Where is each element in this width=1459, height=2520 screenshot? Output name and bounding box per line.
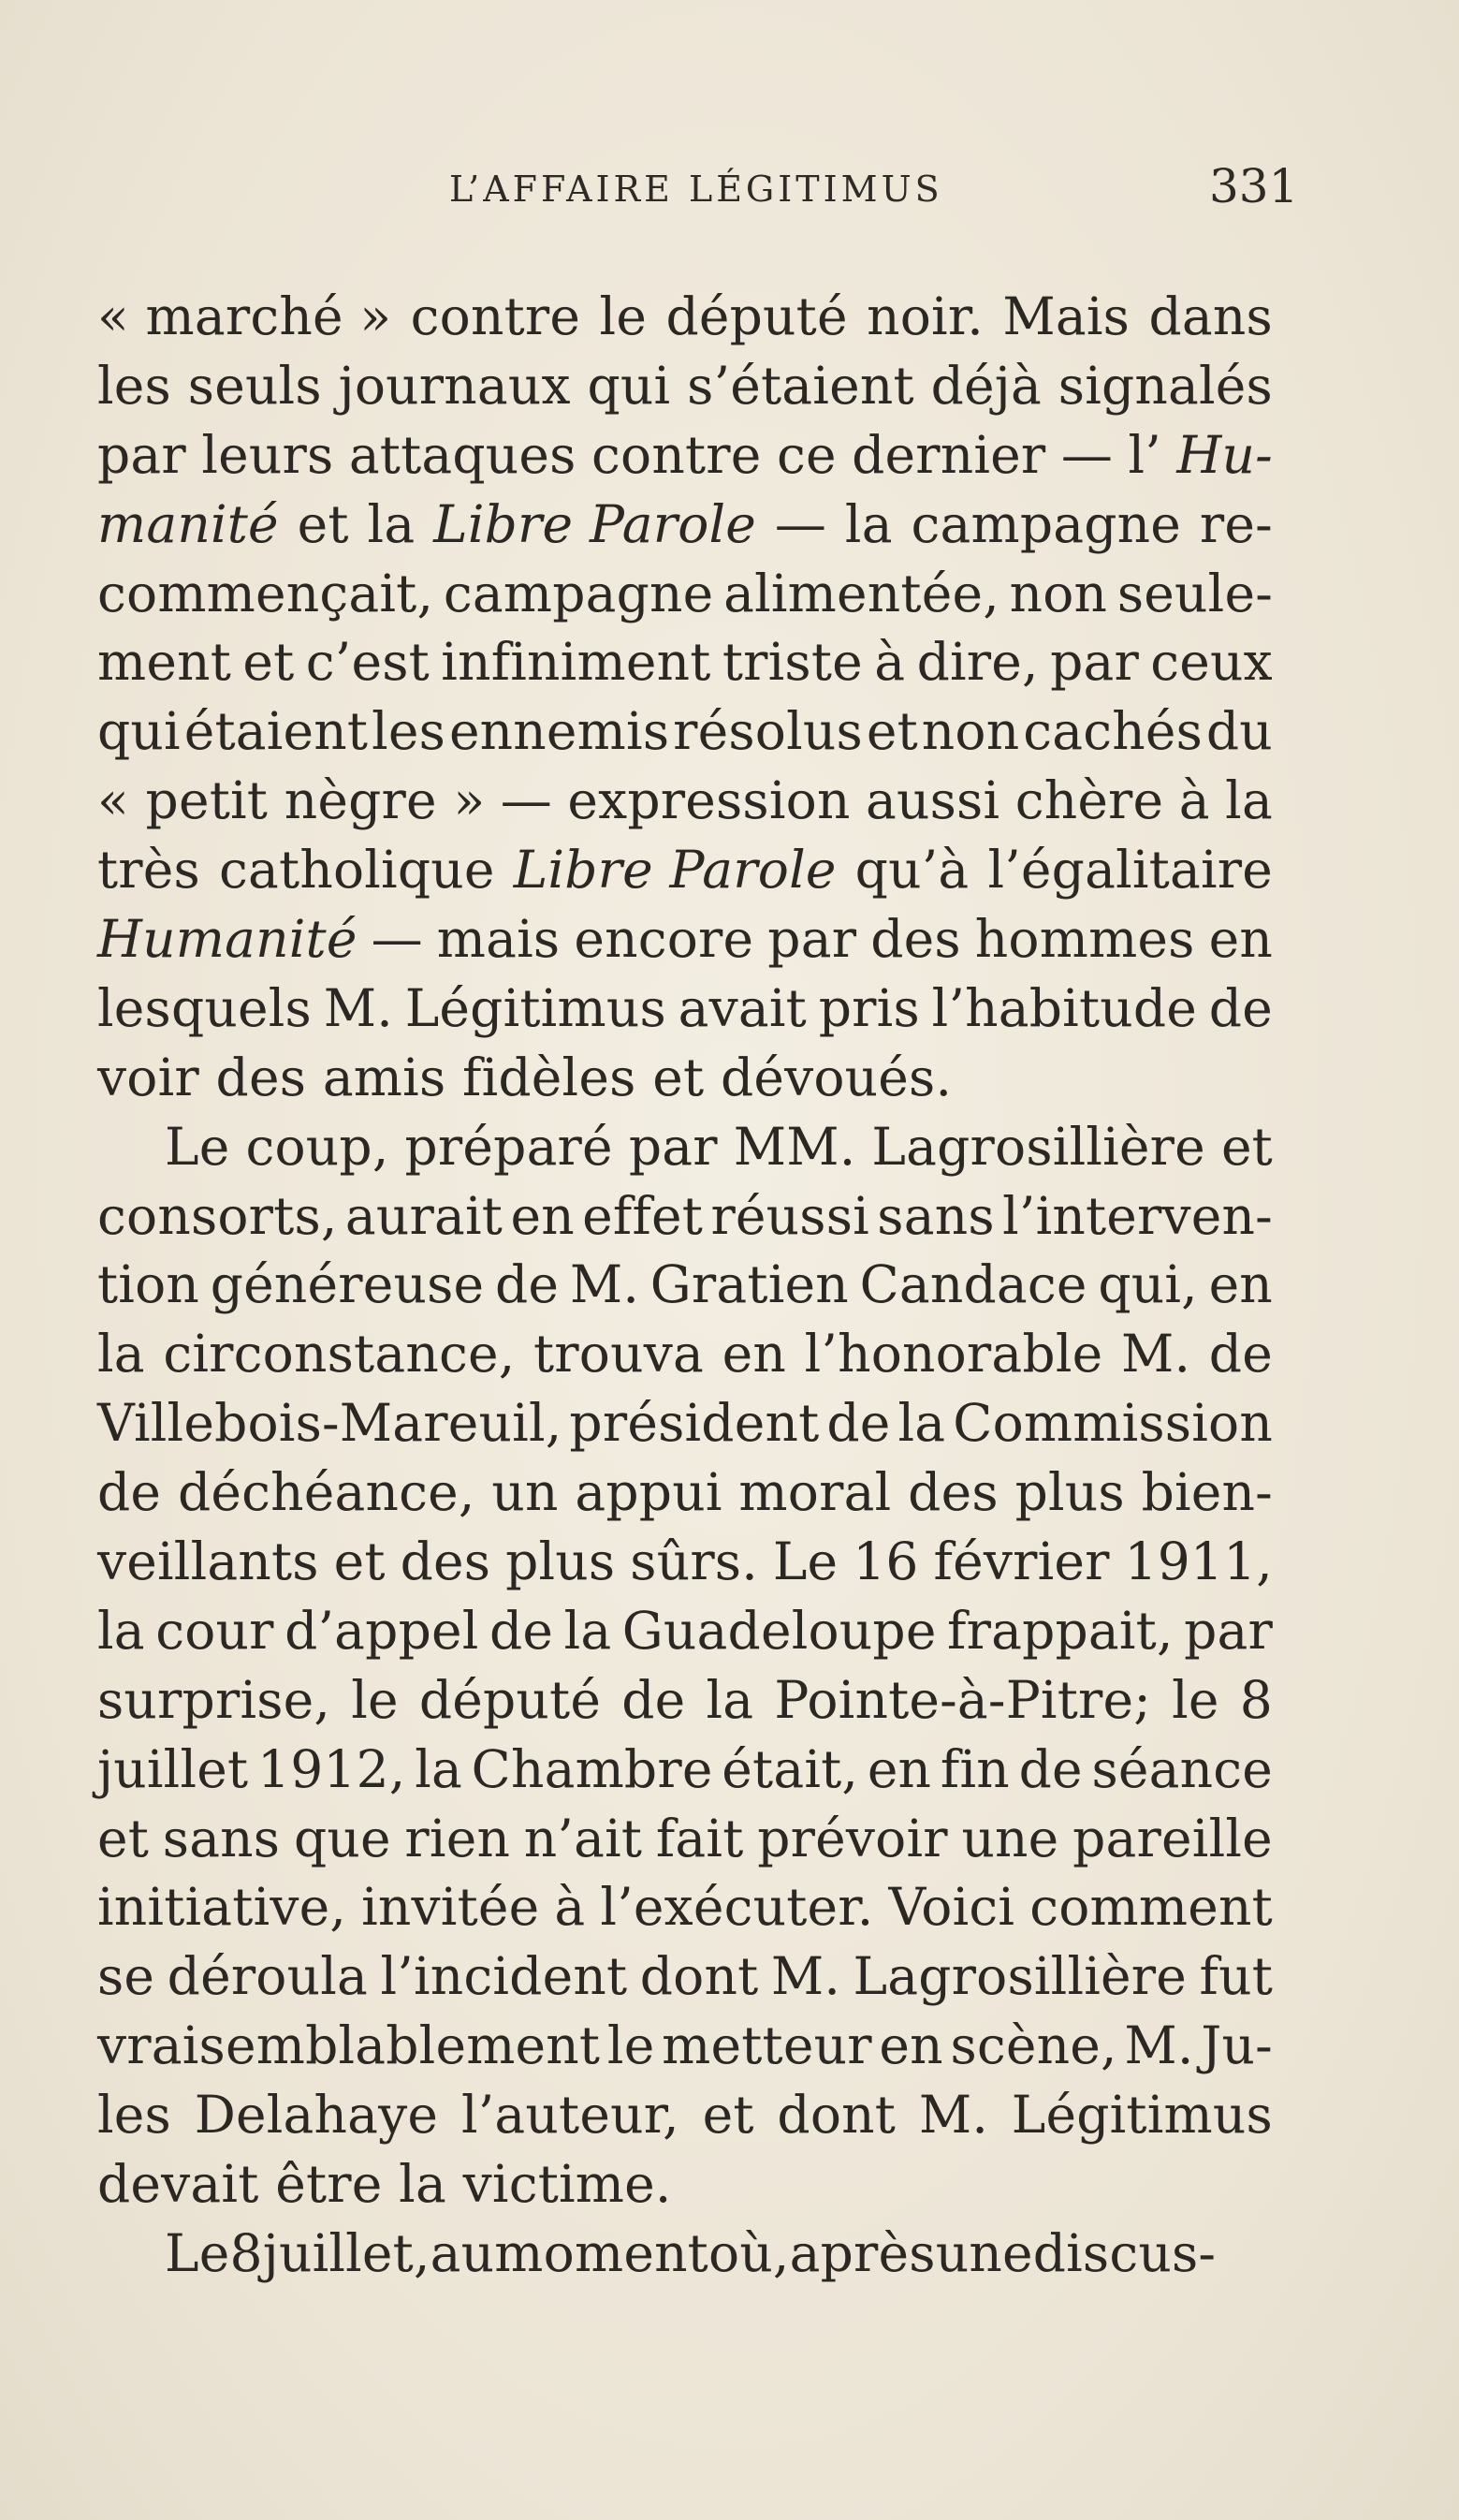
text-line <box>97 1044 1273 1113</box>
word: ceux <box>1150 632 1273 693</box>
text-line <box>97 767 1273 836</box>
word: Chambre <box>471 1738 713 1799</box>
word: contre <box>591 424 762 485</box>
word: effet <box>582 1185 704 1246</box>
word: résolus <box>673 701 863 762</box>
word: l’ <box>1128 424 1161 485</box>
body-text <box>97 283 1273 2289</box>
text-line <box>97 1320 1273 1389</box>
paragraph <box>97 1113 1273 2220</box>
word: préparé <box>404 1116 613 1177</box>
word: M. <box>770 1946 841 2007</box>
text-line <box>97 1805 1273 1874</box>
text-line <box>97 1873 1273 1942</box>
word: hommes <box>974 909 1195 970</box>
word: était, <box>722 1738 859 1799</box>
word: à <box>1178 770 1210 831</box>
word: après <box>789 2222 936 2283</box>
word: étaient <box>183 701 369 762</box>
word: qui <box>97 701 181 762</box>
word: expression <box>567 770 851 831</box>
word: à <box>874 632 906 693</box>
text-line <box>97 905 1273 974</box>
word: Le <box>772 1531 839 1592</box>
word: seule- <box>1116 563 1273 623</box>
word: infiniment <box>441 632 711 693</box>
word: M. <box>1124 2015 1194 2076</box>
word: sûrs. <box>630 1531 758 1592</box>
text-line <box>97 491 1273 560</box>
running-head <box>0 159 1459 225</box>
word: re- <box>1199 493 1273 554</box>
word: par <box>1050 632 1139 693</box>
word: rien <box>404 1808 511 1868</box>
text-line <box>97 1113 1273 1182</box>
word: la <box>844 493 893 554</box>
page-number: 331 <box>1209 159 1299 213</box>
word: en <box>879 2015 943 2076</box>
word: et <box>242 632 295 693</box>
word: député <box>418 1669 602 1730</box>
word: juillet <box>97 1738 249 1799</box>
word: circonstance, <box>163 1324 516 1385</box>
word: c’est <box>305 632 430 693</box>
word: mais <box>436 909 561 970</box>
word: aussi <box>866 770 1000 831</box>
word: se <box>97 1946 155 2007</box>
word: la <box>897 1393 946 1454</box>
word: Légitimus <box>404 977 666 1038</box>
text-line <box>97 974 1273 1044</box>
word: le <box>599 286 648 346</box>
word: de <box>826 1393 891 1454</box>
word: 1911, <box>1124 1531 1273 1592</box>
word: de <box>1018 1738 1083 1799</box>
word: MM. <box>733 1116 856 1177</box>
word: aurait <box>344 1185 503 1246</box>
word: M. <box>323 977 393 1038</box>
text-line <box>97 560 1273 629</box>
word: ce <box>776 424 837 485</box>
word: la <box>1225 770 1273 831</box>
word: février <box>933 1531 1110 1592</box>
word: Pointe-à-Pitre; <box>774 1669 1151 1730</box>
text-line <box>97 628 1273 697</box>
word: attaques <box>348 424 576 485</box>
word: le <box>1172 1669 1219 1730</box>
word: — <box>1060 424 1114 485</box>
text-line <box>97 1736 1273 1805</box>
word: seuls <box>187 355 322 416</box>
word: l’exécuter. <box>600 1877 874 1938</box>
word: une <box>935 2222 1033 2283</box>
word: de <box>621 1669 686 1730</box>
text-line <box>97 2150 1273 2220</box>
word: dernier <box>852 424 1046 485</box>
word: initiative, <box>97 1877 347 1938</box>
word: 8 <box>229 2222 263 2283</box>
word: les <box>97 355 171 416</box>
word: les <box>372 701 446 762</box>
word: devait être la victime. <box>97 2154 672 2215</box>
word: catholique <box>219 840 495 901</box>
word: et <box>333 1531 386 1592</box>
word: des <box>870 909 961 970</box>
word: en <box>510 1185 575 1246</box>
word: l’égalitaire <box>987 840 1273 901</box>
word: surprise, <box>97 1669 331 1730</box>
running-title: L’AFFAIRE LÉGITIMUS <box>449 168 943 210</box>
word: Libre Parole <box>433 493 757 554</box>
word: et <box>97 1808 150 1868</box>
word: Gratien <box>649 1254 849 1315</box>
word: déroula <box>167 1946 369 2007</box>
word: à <box>554 1877 586 1938</box>
word: Humanité <box>97 909 357 970</box>
text-line <box>97 1458 1273 1528</box>
word: séance <box>1091 1738 1273 1799</box>
word: dans <box>1148 286 1273 346</box>
word: metteur <box>662 2015 872 2076</box>
word: de <box>1208 1324 1273 1385</box>
text-line <box>97 1251 1273 1320</box>
word: coup, <box>245 1116 389 1177</box>
word: les <box>97 2085 171 2146</box>
word: lesquels <box>97 977 312 1038</box>
word: journaux <box>338 355 571 416</box>
word: « marché » <box>97 286 392 346</box>
word: vraisemblablement <box>97 2015 601 2076</box>
word: de <box>495 1254 560 1315</box>
word: de <box>1208 977 1273 1038</box>
word: moment <box>494 2222 708 2283</box>
word: en <box>1208 1254 1273 1315</box>
text-line <box>97 1389 1273 1458</box>
word: par <box>1184 1600 1273 1661</box>
word: campagne <box>911 493 1182 554</box>
text-line <box>97 1942 1273 2012</box>
word: du <box>1205 701 1273 762</box>
word: Delahaye <box>194 2085 439 2146</box>
text-line <box>97 1182 1273 1252</box>
word: avait <box>678 977 807 1038</box>
word: la <box>706 1669 754 1730</box>
word: sans <box>877 1185 995 1246</box>
word: pris <box>818 977 920 1038</box>
word: l’incident <box>380 1946 628 2007</box>
word: chère <box>1014 770 1164 831</box>
word: — <box>371 909 423 970</box>
word: réussi <box>710 1185 869 1246</box>
word: Villebois-Mareuil, <box>97 1393 562 1454</box>
word: la <box>97 1600 145 1661</box>
word: Voici <box>888 1877 1015 1938</box>
word: fait <box>655 1808 744 1868</box>
word: cour <box>155 1600 274 1661</box>
word: et <box>866 701 918 762</box>
word: et <box>297 493 349 554</box>
word: l’interven- <box>1002 1185 1273 1246</box>
word: l’habitude <box>931 977 1198 1038</box>
paragraph <box>97 2220 1273 2289</box>
word: le <box>606 2015 655 2076</box>
word: déchéance, <box>177 1462 475 1523</box>
word: président <box>569 1393 820 1454</box>
word: Libre Parole <box>513 840 837 901</box>
word: M. <box>569 1254 640 1315</box>
word: — <box>500 770 552 831</box>
word: comment <box>1029 1877 1273 1938</box>
word: Lagrosillière <box>871 1116 1205 1177</box>
word: dont <box>639 1946 759 2007</box>
word: Lagrosillière <box>853 1946 1188 2007</box>
word: Candace <box>859 1254 1087 1315</box>
word: fin <box>940 1738 1010 1799</box>
word: dire, <box>916 632 1039 693</box>
word: alimentée, <box>723 563 999 623</box>
word: contre <box>410 286 581 346</box>
word: moral <box>738 1462 892 1523</box>
word: d’appel <box>285 1600 479 1661</box>
word: où, <box>708 2222 790 2283</box>
word: encore <box>574 909 754 970</box>
word: commençait, <box>97 563 434 623</box>
word: sans <box>162 1808 281 1868</box>
word: cachés <box>1023 701 1203 762</box>
word: s’étaient <box>687 355 914 416</box>
word: dont <box>777 2085 897 2146</box>
word: des <box>400 1531 491 1592</box>
word: un <box>491 1462 559 1523</box>
word: Hu- <box>1176 424 1273 485</box>
word: plus <box>505 1531 616 1592</box>
word: en <box>722 1324 786 1385</box>
word: invitée <box>361 1877 540 1938</box>
word: manité <box>97 493 279 554</box>
text-line <box>97 421 1273 491</box>
word: Mais <box>1002 286 1131 346</box>
word: 16 <box>853 1531 919 1592</box>
word: l’honorable <box>804 1324 1103 1385</box>
word: par <box>628 1116 718 1177</box>
text-line <box>97 2012 1273 2081</box>
word: M. <box>918 2085 989 2146</box>
word: Le <box>165 2222 230 2283</box>
word: la <box>415 1738 462 1799</box>
word: Commission <box>953 1393 1273 1454</box>
word: le <box>351 1669 399 1730</box>
word: — <box>774 493 827 554</box>
word: 1912, <box>257 1738 406 1799</box>
word: de <box>489 1600 554 1661</box>
word: député <box>665 286 848 346</box>
paragraph <box>97 283 1273 1113</box>
word: bien- <box>1141 1462 1273 1523</box>
text-line <box>97 352 1273 421</box>
word: et <box>1220 1116 1273 1177</box>
word: par <box>767 909 857 970</box>
word: la <box>367 493 416 554</box>
word: au <box>430 2222 495 2283</box>
word: en <box>1208 909 1273 970</box>
word: plus <box>1014 1462 1125 1523</box>
text-line <box>97 283 1273 352</box>
text-line <box>97 697 1273 767</box>
word: n’ait <box>523 1808 643 1868</box>
word: ennemis <box>448 701 670 762</box>
word: campagne <box>443 563 714 623</box>
word: voir des amis fidèles et dévoués. <box>97 1047 953 1107</box>
word: noir. <box>867 286 984 346</box>
word: en <box>867 1738 932 1799</box>
word: scène, <box>950 2015 1117 2076</box>
word: une <box>961 1808 1059 1868</box>
word: généreuse <box>210 1254 485 1315</box>
word: qu’à <box>854 840 970 901</box>
word: M. <box>1120 1324 1191 1385</box>
word: consorts, <box>97 1185 338 1246</box>
word: pareille <box>1072 1808 1273 1868</box>
word: trouva <box>533 1324 704 1385</box>
text-line <box>97 1597 1273 1666</box>
word: triste <box>722 632 863 693</box>
word: que <box>293 1808 391 1868</box>
word: l’auteur, <box>460 2085 679 2146</box>
word: 8 <box>1239 1669 1273 1730</box>
word: très <box>97 840 200 901</box>
word: qui <box>587 355 671 416</box>
word: de <box>97 1462 162 1523</box>
word: signalés <box>1058 355 1273 416</box>
word: leurs <box>201 424 334 485</box>
text-line <box>97 1666 1273 1736</box>
word: Ju- <box>1201 2015 1273 2076</box>
word: des <box>908 1462 999 1523</box>
word: discus- <box>1032 2222 1217 2283</box>
word: appui <box>575 1462 722 1523</box>
word: Le <box>165 1116 230 1177</box>
word: non <box>1009 563 1108 623</box>
word: « petit nègre » <box>97 770 486 831</box>
word: tion <box>97 1254 200 1315</box>
word: et <box>702 2085 754 2146</box>
word: la <box>97 1324 145 1385</box>
word: qui, <box>1098 1254 1198 1315</box>
text-line <box>97 836 1273 905</box>
text-line <box>97 1528 1273 1597</box>
word: par <box>97 424 186 485</box>
word: Guadeloupe <box>621 1600 937 1661</box>
word: Légitimus <box>1011 2085 1273 2146</box>
word: ment <box>97 632 232 693</box>
word: frappait, <box>947 1600 1174 1661</box>
word: prévoir <box>757 1808 948 1868</box>
word: fut <box>1199 1946 1273 2007</box>
text-line <box>97 2220 1273 2289</box>
word: juillet, <box>262 2222 430 2283</box>
word: non <box>921 701 1020 762</box>
word: veillants <box>97 1531 319 1592</box>
word: déjà <box>930 355 1042 416</box>
text-line <box>97 2081 1273 2150</box>
word: la <box>563 1600 612 1661</box>
